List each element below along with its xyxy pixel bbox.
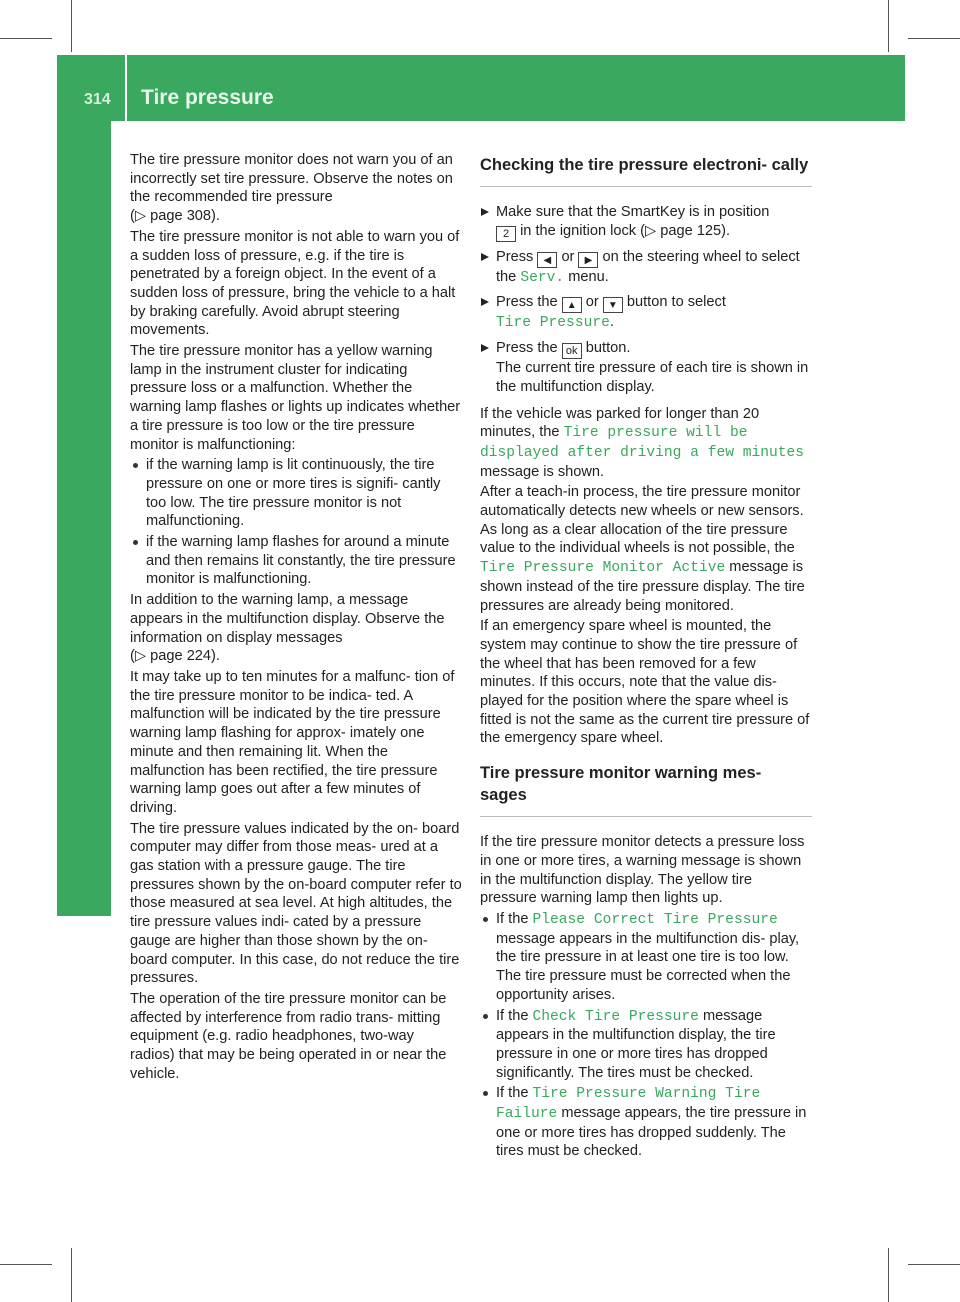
page-title: Tire pressure xyxy=(141,86,274,109)
page-reference[interactable]: page 125). xyxy=(660,222,731,239)
paragraph: In addition to the warning lamp, a message appears in the multifunction display. Observe the information on display messages (▷ page 224). xyxy=(130,592,445,665)
crop-mark xyxy=(71,1248,72,1302)
paragraph: If the vehicle was parked for longer than 20 minutes, the Tire pressure will be displayed after driving a few minutes message is shown. xyxy=(480,405,805,480)
list-item: if the warning lamp is lit continuously, the tire pressure on one or more tires is signifi- cantly too low. The tire pressure monitor is not malfunctioning. xyxy=(130,456,462,531)
crop-mark xyxy=(888,0,889,52)
right-arrow-key-icon: ▶ xyxy=(578,252,598,268)
paragraph: If an emergency spare wheel is mounted, the system may continue to show the tire pressure of the wheel that has been removed for a few minutes. If this occurs, note that the value dis- played for the position where the spare wheel is fitted is not the same as the current tire pressure of the emergency spare wheel. xyxy=(480,618,810,747)
left-arrow-key-icon: ◀ xyxy=(537,252,557,268)
header-separator xyxy=(125,55,127,121)
instruction-step: Press ◀ or ▶ on the steering wheel to select the Serv. menu. xyxy=(480,248,812,288)
list-item: If the Please Correct Tire Pressure message appears in the multifunction dis- play, the tire pressure in at least one tire is too low. The tire pressure must be corrected when the opportunity arises. xyxy=(480,910,812,1005)
section-heading: Checking the tire pressure electroni- cally xyxy=(480,156,809,174)
divider xyxy=(480,186,812,187)
list-item: if the warning lamp flashes for around a minute and then remains lit constantly, the tire pressure monitor is malfunctioning. xyxy=(130,533,462,589)
left-column xyxy=(130,151,462,1085)
side-section-label: Wheels and tires xyxy=(86,696,109,863)
key-position-2-icon: 2 xyxy=(496,226,516,242)
menu-name: Serv. xyxy=(520,269,565,286)
paragraph: If the tire pressure monitor detects a pressure loss in one or more tires, a warning message is shown in the multifunction display. The yellow tire pressure warning lamp then lights up. xyxy=(480,834,805,907)
arrow-ref-icon: ▷ xyxy=(134,648,147,665)
crop-mark xyxy=(71,0,72,52)
divider xyxy=(480,816,812,817)
paragraph: The tire pressure monitor is not able to warn you of a sudden loss of pressure, e.g. if the tire is penetrated by a foreign object. In the event of a sudden loss of pressure, bring the vehicle to a halt by braking carefully. Avoid abrupt steering movements. xyxy=(130,228,460,339)
paragraph: After a teach-in process, the tire pressure monitor automatically detects new wheels or new sensors. As long as a clear allocation of the tire pressure value to the individual wheels is not possible, the Tire Pressure Monitor Active message is shown instead of the tire pressure display. The tire pressures are already being monitored. xyxy=(480,484,805,614)
down-arrow-key-icon: ▼ xyxy=(603,297,623,313)
paragraph: The tire pressure values indicated by the on- board computer may differ from those meas- ured at a gas station with a pressure gauge. The tire pressures shown by the on-board computer refer to those measured at sea level. At high altitudes, the tire pressure values indi- cated by a pressure gauge are higher than those shown by the on-board computer. In this case, do not reduce the tire pressures. xyxy=(130,820,462,987)
paragraph: It may take up to ten minutes for a malfunc- tion of the tire pressure monitor to be indica- ted. A malfunction will be indicated by the tire pressure warning lamp flashing for approx- imately one minute and then remaining lit. When the malfunction has been rectified, the tire pressure warning lamp goes out after a few minutes of driving. xyxy=(130,668,455,816)
arrow-ref-icon: ▷ xyxy=(134,208,147,225)
paragraph: The tire pressure monitor does not warn you of an incorrectly set tire pressure. Observe the notes on the recommended tire pressure (▷ page 308). xyxy=(130,152,453,225)
display-message: Tire Pressure Warning Tire Failure xyxy=(496,1086,761,1123)
menu-item-name: Tire Pressure xyxy=(496,315,610,332)
crop-mark xyxy=(888,1248,889,1302)
instruction-step: Press the ok button. The current tire pressure of each tire is shown in the multifunction display. xyxy=(480,339,812,396)
arrow-ref-icon: ▷ xyxy=(645,222,657,239)
section-heading: Tire pressure monitor warning mes- sages xyxy=(480,764,762,805)
paragraph: The operation of the tire pressure monitor can be affected by interference from radio trans- mitting equipment (e.g. radio headphones, two-way radios) that may be being operated in or near the vehicle. xyxy=(130,990,447,1082)
display-message: Check Tire Pressure xyxy=(532,1008,699,1025)
page-number: 314 xyxy=(84,91,111,108)
list-item: If the Check Tire Pressure message appears in the multifunction display, the tire pressure in one or more tires has dropped significantly. The tires must be checked. xyxy=(480,1007,812,1083)
crop-mark xyxy=(908,1264,960,1265)
instruction-step: Make sure that the SmartKey is in position 2 in the ignition lock (▷ page 125). xyxy=(480,203,812,242)
right-column xyxy=(480,154,812,1163)
crop-mark xyxy=(0,1264,52,1265)
list-item: If the Tire Pressure Warning Tire Failure message appears, the tire pressure in one or more tires has dropped suddenly. The tires must be checked. xyxy=(480,1084,812,1161)
page-reference[interactable]: page 224). xyxy=(150,648,220,665)
page-reference[interactable]: page 308). xyxy=(150,208,220,225)
crop-mark xyxy=(0,38,52,39)
display-message: Tire pressure will be displayed after driving a few minutes xyxy=(480,425,805,461)
instruction-step: Press the ▲ or ▼ button to select Tire Pressure. xyxy=(480,293,812,333)
ok-key-icon: ok xyxy=(562,343,582,359)
paragraph: The tire pressure monitor has a yellow warning lamp in the instrument cluster for indicating pressure loss or a malfunction. Whether the warning lamp flashes or lights up indicates whether a tire pressure is too low or the tire pressure monitor is malfunctioning: xyxy=(130,343,461,453)
display-message: Please Correct Tire Pressure xyxy=(532,911,778,928)
crop-mark xyxy=(908,38,960,39)
display-message: Tire Pressure Monitor Active xyxy=(480,560,726,577)
up-arrow-key-icon: ▲ xyxy=(562,297,582,313)
